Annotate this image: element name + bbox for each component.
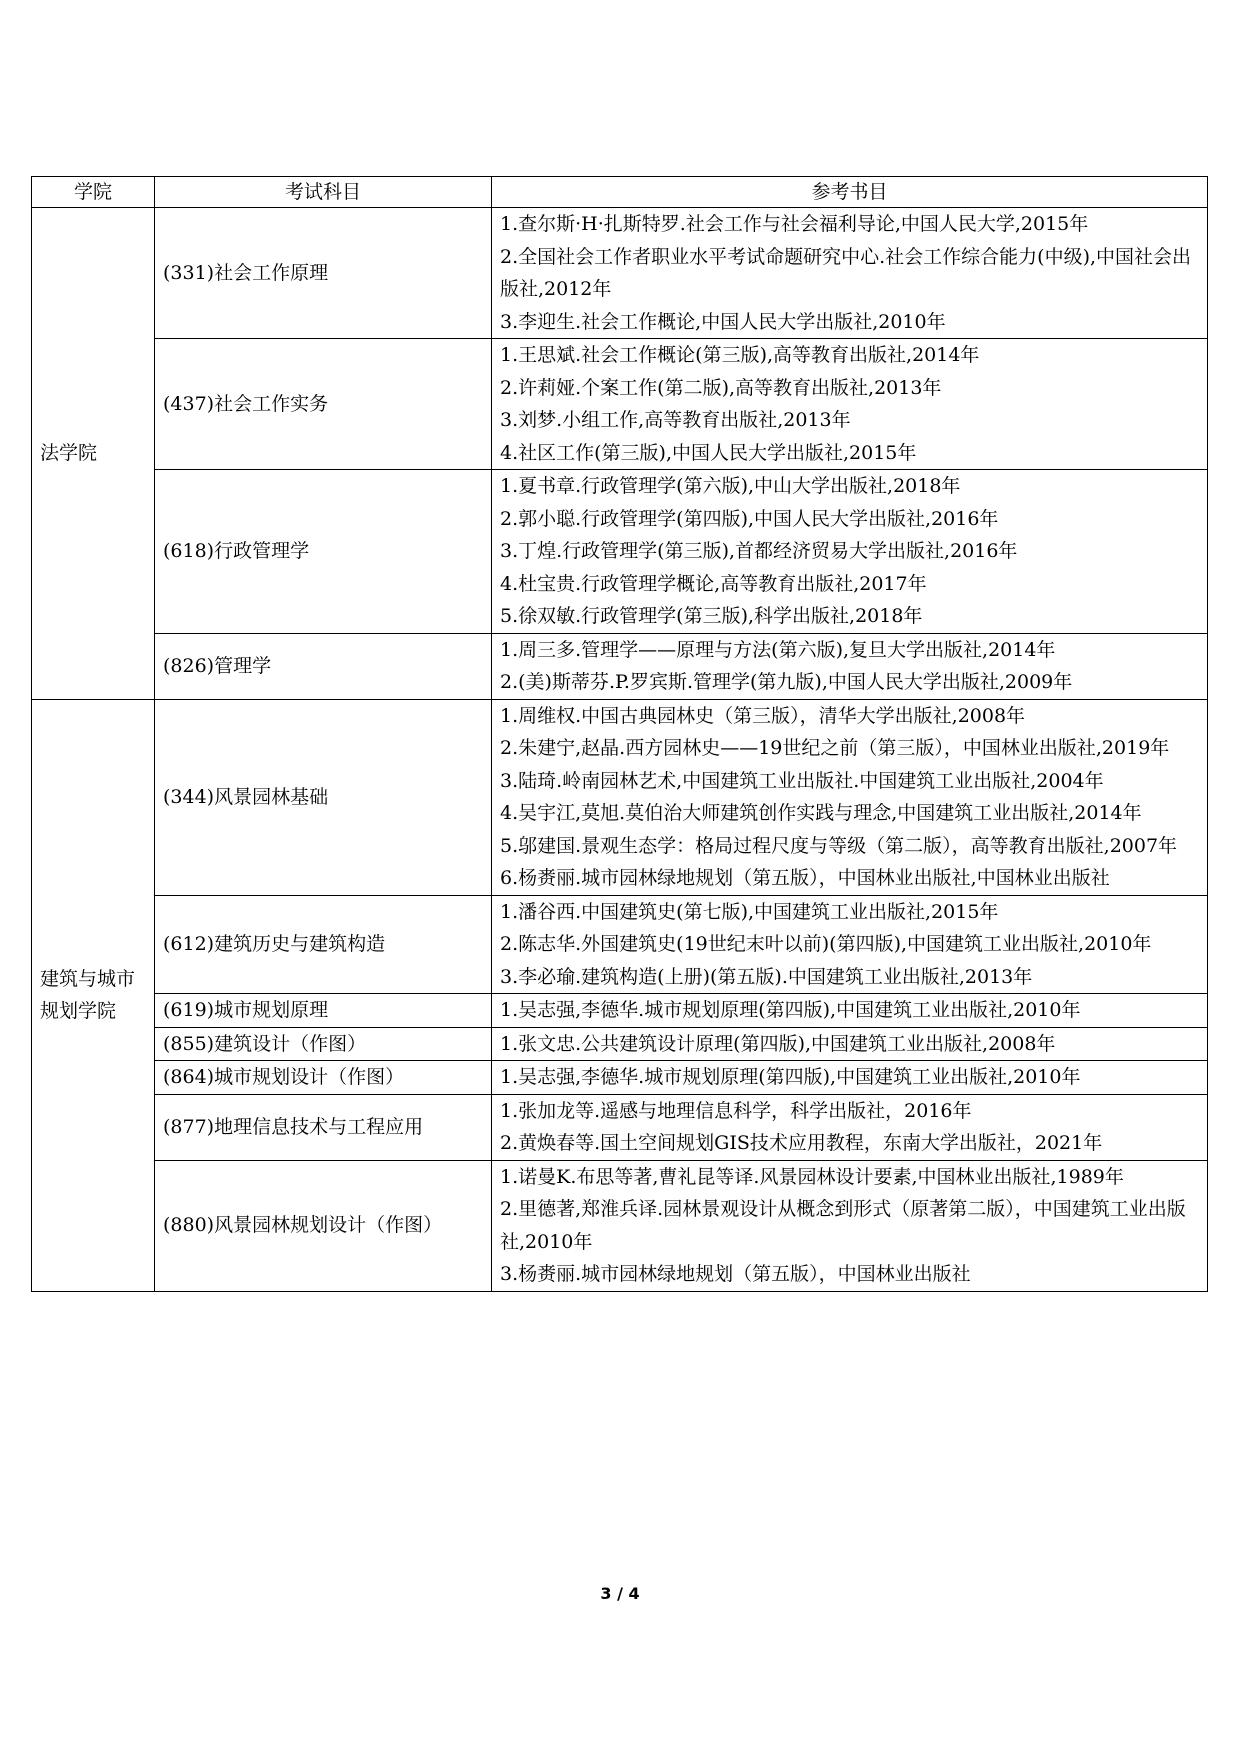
book-entry: 3.李必瑜.建筑构造(上册)(第五版).中国建筑工业出版社,2013年: [500, 965, 1033, 988]
books-cell: [492, 699, 1208, 895]
subject-cell: (344)风景园林基础: [155, 699, 492, 895]
reference-books-table: [31, 176, 1208, 1292]
book-entry: 1.周三多.管理学——原理与方法(第六版),复旦大学出版社,2014年: [500, 638, 1056, 661]
table-row: [32, 1061, 1208, 1095]
books-cell: [492, 895, 1208, 994]
book-entry: 2.陈志华.外国建筑史(19世纪末叶以前)(第四版),中国建筑工业出版社,2010年: [500, 933, 1152, 955]
book-entry: 3.丁煌.行政管理学(第三版),首都经济贸易大学出版社,2016年: [500, 540, 1018, 562]
book-entry: 2.黄焕春等.国土空间规划GIS技术应用教程，东南大学出版社，2021年: [500, 1132, 1103, 1154]
page-number: 3 / 4: [600, 1584, 640, 1603]
subject-cell: (619)城市规划原理: [155, 994, 492, 1028]
table-row: [32, 1160, 1208, 1291]
book-entry: 1.夏书章.行政管理学(第六版),中山大学出版社,2018年: [500, 475, 961, 497]
table-row: [32, 1094, 1208, 1160]
book-entry: 1.张加龙等.遥感与地理信息科学，科学出版社，2016年: [500, 1099, 972, 1122]
book-entry: 3.李迎生.社会工作概论,中国人民大学出版社,2010年: [500, 310, 946, 333]
table-row: [32, 470, 1208, 634]
table-row: [32, 994, 1208, 1028]
college-cell: 建筑与城市规划学院: [32, 699, 155, 1291]
table-body: [32, 208, 1208, 1292]
book-entry: 4.吴宇江,莫旭.莫伯治大师建筑创作实践与理念,中国建筑工业出版社,2014年: [500, 802, 1142, 824]
header-college: 学院: [32, 177, 155, 208]
book-entry: 1.诺曼K.布思等著,曹礼昆等译.风景园林设计要素,中国林业出版社,1989年: [500, 1165, 1124, 1188]
books-cell: [492, 633, 1208, 699]
book-entry: 5.徐双敏.行政管理学(第三版),科学出版社,2018年: [500, 605, 923, 627]
book-entry: 5.邬建国.景观生态学：格局过程尺度与等级（第二版），高等教育出版社,2007年: [500, 834, 1178, 857]
books-cell: [492, 339, 1208, 470]
book-entry: 1.吴志强,李德华.城市规划原理(第四版),中国建筑工业出版社,2010年: [500, 1066, 1081, 1088]
subject-cell: (612)建筑历史与建筑构造: [155, 895, 492, 994]
book-entry: 2.朱建宁,赵晶.西方园林史——19世纪之前（第三版），中国林业出版社,2019年: [500, 737, 1170, 759]
book-entry: 3.刘梦.小组工作,高等教育出版社,2013年: [500, 409, 851, 431]
books-cell: [492, 1094, 1208, 1160]
books-cell: [492, 208, 1208, 339]
table-row: [32, 699, 1208, 895]
book-entry: 2.许莉娅.个案工作(第二版),高等教育出版社,2013年: [500, 376, 942, 399]
subject-cell: (864)城市规划设计（作图）: [155, 1061, 492, 1095]
subject-cell: (618)行政管理学: [155, 470, 492, 634]
subject-cell: (877)地理信息技术与工程应用: [155, 1094, 492, 1160]
books-cell: [492, 1027, 1208, 1061]
book-entry: 6.杨赉丽.城市园林绿地规划（第五版），中国林业出版社,中国林业出版社: [500, 867, 1110, 889]
book-entry: 4.社区工作(第三版),中国人民大学出版社,2015年: [500, 441, 917, 464]
book-entry: 2.里德著,郑淮兵译.园林景观设计从概念到形式（原著第二版），中国建筑工业出版社,2010年: [500, 1198, 1186, 1253]
subject-cell: (880)风景园林规划设计（作图）: [155, 1160, 492, 1291]
table-row: [32, 1027, 1208, 1061]
book-entry: 1.潘谷西.中国建筑史(第七版),中国建筑工业出版社,2015年: [500, 900, 999, 923]
book-entry: 1.周维权.中国古典园林史（第三版），清华大学出版社,2008年: [500, 704, 1026, 727]
subject-cell: (855)建筑设计（作图）: [155, 1027, 492, 1061]
table-row: [32, 633, 1208, 699]
book-entry: 2.(美)斯蒂芬.P.罗宾斯.管理学(第九版),中国人民大学出版社,2009年: [500, 671, 1073, 693]
book-entry: 2.郭小聪.行政管理学(第四版),中国人民大学出版社,2016年: [500, 507, 999, 530]
books-cell: [492, 1160, 1208, 1291]
books-cell: [492, 994, 1208, 1028]
subject-cell: (826)管理学: [155, 633, 492, 699]
book-entry: 2.全国社会工作者职业水平考试命题研究中心.社会工作综合能力(中级),中国社会出版社,2012年: [500, 245, 1192, 300]
table-header-row: [32, 177, 1208, 208]
table-row: [32, 339, 1208, 470]
subject-cell: (437)社会工作实务: [155, 339, 492, 470]
table-row: [32, 895, 1208, 994]
book-entry: 1.张文忠.公共建筑设计原理(第四版),中国建筑工业出版社,2008年: [500, 1032, 1056, 1055]
books-cell: [492, 470, 1208, 634]
college-cell: 法学院: [32, 208, 155, 700]
subject-cell: (331)社会工作原理: [155, 208, 492, 339]
book-entry: 1.王思斌.社会工作概论(第三版),高等教育出版社,2014年: [500, 344, 980, 366]
header-subject: 考试科目: [155, 177, 492, 208]
book-entry: 3.陆琦.岭南园林艺术,中国建筑工业出版社.中国建筑工业出版社,2004年: [500, 769, 1104, 792]
book-entry: 1.吴志强,李德华.城市规划原理(第四版),中国建筑工业出版社,2010年: [500, 999, 1081, 1021]
book-entry: 1.查尔斯·H·扎斯特罗.社会工作与社会福利导论,中国人民大学,2015年: [500, 213, 1089, 235]
header-books: 参考书目: [492, 177, 1208, 208]
book-entry: 3.杨赉丽.城市园林绿地规划（第五版），中国林业出版社: [500, 1263, 971, 1285]
books-cell: [492, 1061, 1208, 1095]
table-row: [32, 208, 1208, 339]
book-entry: 4.杜宝贵.行政管理学概论,高等教育出版社,2017年: [500, 572, 927, 595]
